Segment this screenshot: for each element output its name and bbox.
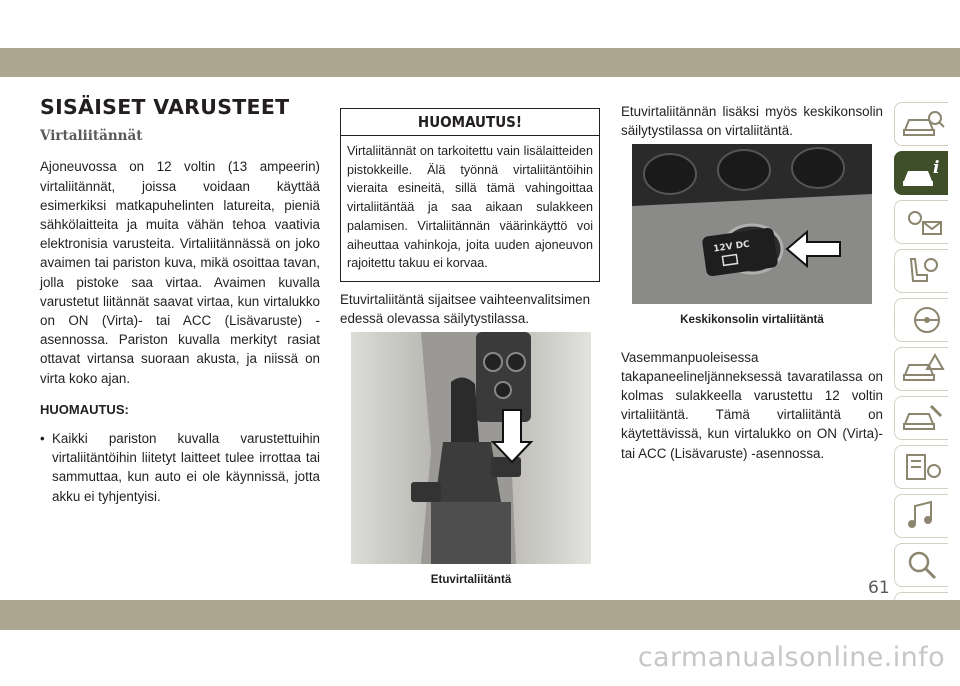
- car-wrench-icon: [901, 402, 945, 434]
- front-outlet-caption: Etuvirtaliitäntä: [430, 573, 512, 587]
- intro-paragraph: Ajoneuvossa on 12 voltin (13 ampeerin) virtaliitännät, joissa voidaan käyttää esimerkiksi matkapuhelinten latureita, pieniä sähkölaitteita ja muita vähän tehoa vaativia elektronisia varusteita. Virtaliitännässä on joko avaimen tai pariston kuva, mikä osoittaa tavan, jolla pistoke saa virtaa. Avaimen kuvalla varustetut liitännät saavat virtaa, kun virtalukko on ON (Virta)- tai ACC (Lisävaruste) -asennossa. Pariston kuvalla merkityt rasiat ottavat virtansa suoraan akusta, ja niissä on virta koko ajan.: [40, 159, 320, 386]
- footer-band: [0, 600, 960, 630]
- search-icon: [901, 549, 945, 581]
- tab-servicing[interactable]: [894, 396, 948, 440]
- airbag-seat-icon: [901, 255, 945, 287]
- svg-text:i: i: [933, 158, 940, 178]
- header-band: [0, 48, 960, 77]
- watermark: carmanualsonline.info: [0, 630, 960, 678]
- tab-car-magnifier[interactable]: [894, 102, 948, 146]
- tab-multimedia[interactable]: [894, 494, 948, 538]
- tab-safety[interactable]: [894, 249, 948, 293]
- console-outlet-caption: Keskikonsolin virtaliitäntä: [680, 313, 824, 327]
- multimedia-music-icon: [901, 500, 945, 532]
- chapter-tabs: [894, 102, 948, 641]
- specifications-gear-icon: [901, 451, 945, 483]
- caution-text: Virtaliitännät on tarkoitettu vain lisälaitteiden pistokkeille. Älä työnnä virtaliitäntöihin vieraita esineitä, sillä tämä vahingoittaa virtaliitäntää ja saa aikaan sulakkeen palamisen. Virtaliitännän väärinkäyttö voi aiheuttaa vahinkoja, joita uuden ajoneuvon rajoitettu takuu ei korvaa.: [347, 144, 593, 271]
- plug-cap-label: 12V DC: [712, 240, 751, 256]
- subsection-title: Virtaliitännät: [40, 128, 143, 145]
- steering-wheel-icon: [901, 304, 945, 336]
- column-left: [40, 95, 320, 506]
- column-right: [621, 102, 883, 475]
- bullet-mark: •: [40, 431, 45, 447]
- console-power-outlet-photo: [632, 144, 872, 304]
- front-power-outlet-photo: [351, 332, 591, 564]
- section-title: SISÄISET VARUSTEET: [40, 95, 290, 119]
- tab-warning-lights[interactable]: [894, 200, 948, 244]
- tab-emergency[interactable]: [894, 347, 948, 391]
- caution-title: HUOMAUTUS!: [341, 109, 599, 136]
- note-bullet: [40, 429, 320, 506]
- tab-driving[interactable]: [894, 298, 948, 342]
- caution-box: [340, 108, 600, 282]
- tab-specifications[interactable]: [894, 445, 948, 489]
- rear-outlet-paragraph: Vasemmanpuoleisessa takapaneelineljänneksessä tavaratilassa on kolmas sulakkeella varustettu 12 voltin virtaliitäntä. Tämä virtaliitäntä on käytettävissä, kun virtalukko on ON (Virta)- tai ACC (Lisävaruste) -asennossa.: [621, 349, 883, 461]
- warning-light-message-icon: [901, 206, 945, 238]
- car-warning-icon: [901, 353, 945, 385]
- car-magnifier-icon: [901, 108, 945, 140]
- note-bullet-text: Kaikki pariston kuvalla varustettuihin virtaliitäntöihin liitetyt laitteet tulee irrottaa tai sammuttaa, kun auto ei ole käynnissä, jotta akku ei tyhjentyisi.: [52, 431, 320, 504]
- console-paragraph: Etuvirtaliitännän lisäksi myös keskikonsolin säilytystilassa on virtaliitäntä.: [621, 104, 883, 139]
- location-paragraph: Etuvirtaliitäntä sijaitsee vaihteenvalitsimen edessä olevassa säilytystilassa.: [340, 291, 591, 327]
- page-number: 61: [868, 578, 890, 598]
- car-info-icon: [901, 157, 945, 189]
- tab-car-info[interactable]: [894, 151, 948, 195]
- tab-customer-assistance[interactable]: [894, 543, 948, 587]
- column-middle: [340, 108, 602, 590]
- note-heading: HUOMAUTUS:: [40, 401, 129, 417]
